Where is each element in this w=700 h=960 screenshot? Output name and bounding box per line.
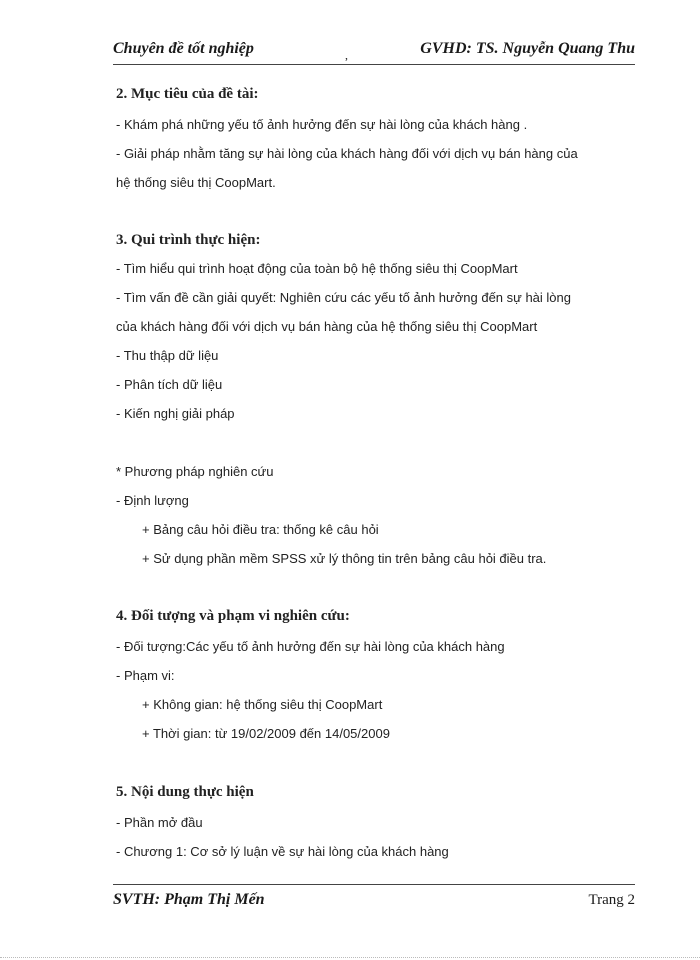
section-2-line-2: - Giải pháp nhằm tăng sự hài lòng của khách hàng đối với dịch vụ bán hàng của — [116, 146, 578, 161]
section-5-title: 5. Nội dung thực hiện — [116, 784, 254, 800]
section-3-line-5: - Phân tích dữ liệu — [116, 377, 223, 392]
section-5-line-1: - Phần mở đầu — [116, 815, 203, 830]
section-4-line-3: + Không gian: hệ thống siêu thị CoopMart — [142, 697, 383, 712]
section-2-line-3: hệ thống siêu thị CoopMart. — [116, 175, 276, 190]
section-2-title: 2. Mục tiêu của đề tài: — [116, 86, 259, 102]
section-4-title: 4. Đối tượng và phạm vi nghiên cứu: — [116, 608, 350, 624]
section-3-line-6: - Kiến nghị giải pháp — [116, 406, 235, 421]
section-4-line-1: - Đối tượng:Các yếu tố ảnh hưởng đến sự hài lòng của khách hàng — [116, 639, 505, 654]
header-topic: Chuyên đề tốt nghiệp — [113, 40, 254, 57]
header-mark: , — [345, 48, 348, 62]
section-2-line-1: - Khám phá những yếu tố ảnh hưởng đến sự hài lòng của khách hàng . — [116, 117, 528, 132]
header-supervisor: GVHD: TS. Nguyễn Quang Thu — [420, 40, 635, 57]
section-4-line-4: + Thời gian: từ 19/02/2009 đến 14/05/2009 — [142, 726, 390, 741]
section-3-title: 3. Qui trình thực hiện: — [116, 232, 261, 248]
page-header — [113, 40, 635, 65]
section-3-line-4: - Thu thập dữ liệu — [116, 348, 219, 363]
page-bottom-divider — [0, 957, 700, 958]
section-3-line-2: - Tìm vấn đề cần giải quyết: Nghiên cứu các yếu tố ảnh hưởng đến sự hài lòng — [116, 290, 571, 305]
section-3-line-9: + Sử dụng phần mềm SPSS xử lý thông tin trên bảng câu hỏi điều tra. — [142, 551, 547, 566]
research-method-label: * Phương pháp nghiên cứu — [116, 464, 274, 479]
footer-student: SVTH: Phạm Thị Mến — [113, 891, 265, 908]
section-5-line-2: - Chương 1: Cơ sở lý luận về sự hài lòng của khách hàng — [116, 844, 449, 859]
section-3-line-1: - Tìm hiểu qui trình hoạt động của toàn bộ hệ thống siêu thị CoopMart — [116, 261, 518, 276]
section-4-line-2: - Phạm vi: — [116, 668, 175, 683]
page-footer — [113, 884, 635, 921]
section-3-line-7: - Định lượng — [116, 493, 189, 508]
page-number: Trang 2 — [588, 892, 635, 908]
section-3-line-3: của khách hàng đối với dịch vụ bán hàng của hệ thống siêu thị CoopMart — [116, 319, 538, 334]
section-3-line-8: + Bảng câu hỏi điều tra: thống kê câu hỏi — [142, 522, 379, 537]
